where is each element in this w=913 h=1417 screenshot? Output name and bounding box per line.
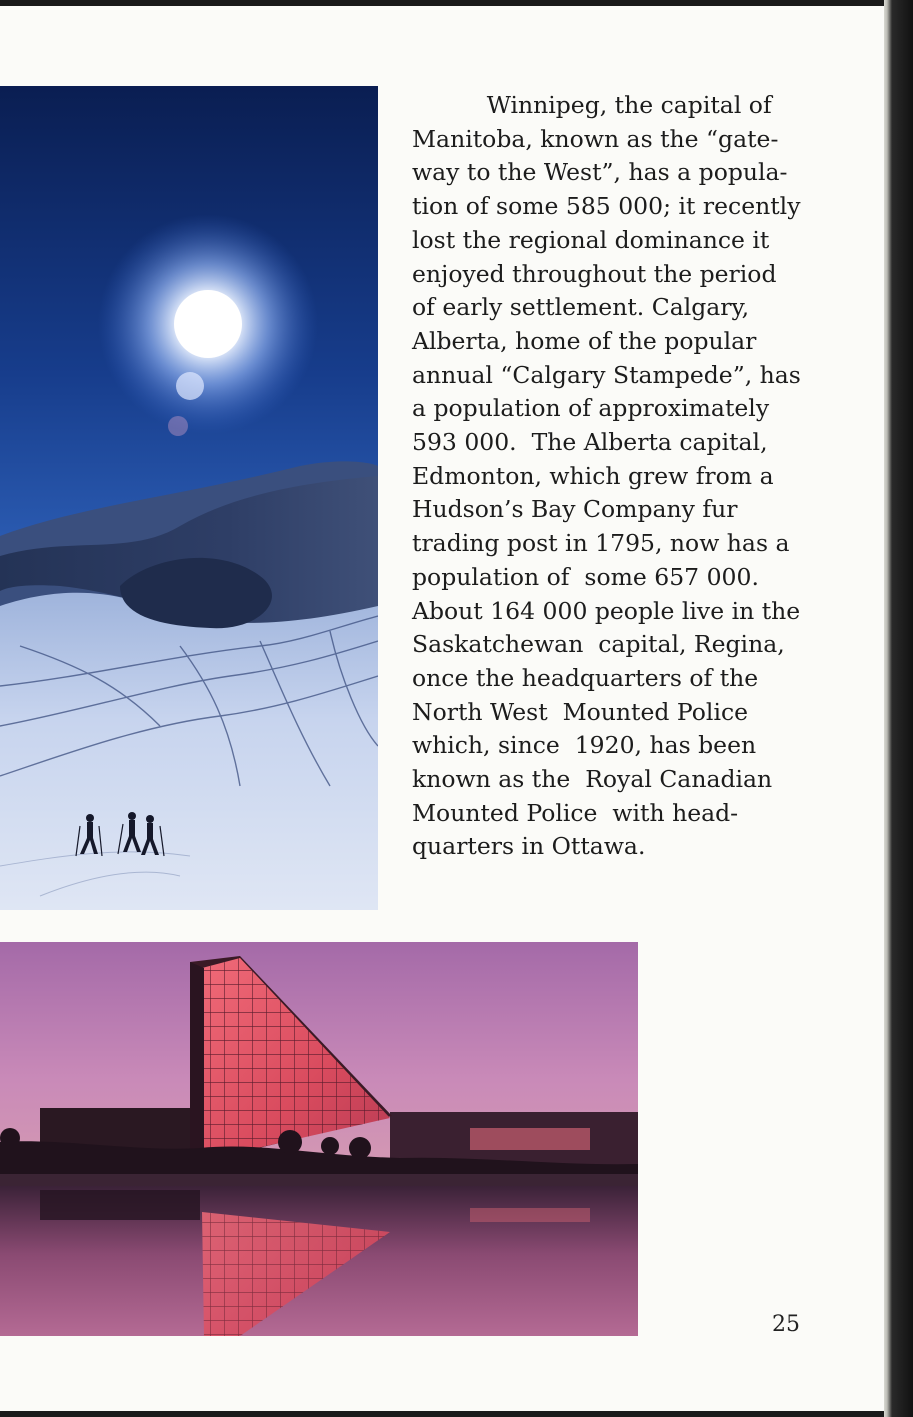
text-line: Manitoba, known as the “gate- — [412, 124, 779, 153]
text-line: About 164 000 people live in the — [412, 596, 801, 625]
text-line: enjoyed throughout the period — [412, 259, 777, 288]
text-line: Winnipeg, the capital of — [412, 91, 772, 119]
text-line: Hudson’s Bay Company fur — [412, 495, 738, 524]
text-line: Alberta, home of the popular — [412, 326, 757, 355]
text-line: known as the Royal Canadian — [412, 765, 773, 794]
book-spine-edge — [884, 0, 913, 1417]
article-text — [412, 89, 812, 864]
text-line: lost the regional dominance it — [412, 225, 770, 254]
text-line: Mounted Police with head- — [412, 798, 739, 827]
text-line: which, since 1920, has been — [412, 731, 757, 760]
text-line: trading post in 1795, now has a — [412, 529, 790, 558]
text-line: Edmonton, which grew from a — [412, 461, 774, 490]
winter-snow-photo — [0, 86, 378, 910]
text-line: Saskatchewan capital, Regina, — [412, 630, 785, 659]
text-line: once the headquarters of the — [412, 663, 759, 692]
text-line: of early settlement. Calgary, — [412, 293, 750, 322]
text-line: tion of some 585 000; it recently — [412, 192, 801, 221]
text-line: population of some 657 000. — [412, 562, 759, 591]
page-number: 25 — [772, 1312, 800, 1337]
glass-pyramid-illustration — [0, 942, 638, 1336]
glass-pyramid-photo — [0, 942, 638, 1336]
text-line: annual “Calgary Stampede”, has — [412, 360, 801, 389]
text-line: a population of approximately — [412, 394, 770, 423]
text-line: North West Mounted Police — [412, 697, 749, 726]
text-line: way to the West”, has a popula- — [412, 158, 788, 187]
winter-snow-illustration — [0, 86, 378, 910]
text-line: 593 000. The Alberta capital, — [412, 428, 768, 457]
text-line: quarters in Ottawa. — [412, 832, 646, 861]
book-page — [0, 6, 884, 1411]
